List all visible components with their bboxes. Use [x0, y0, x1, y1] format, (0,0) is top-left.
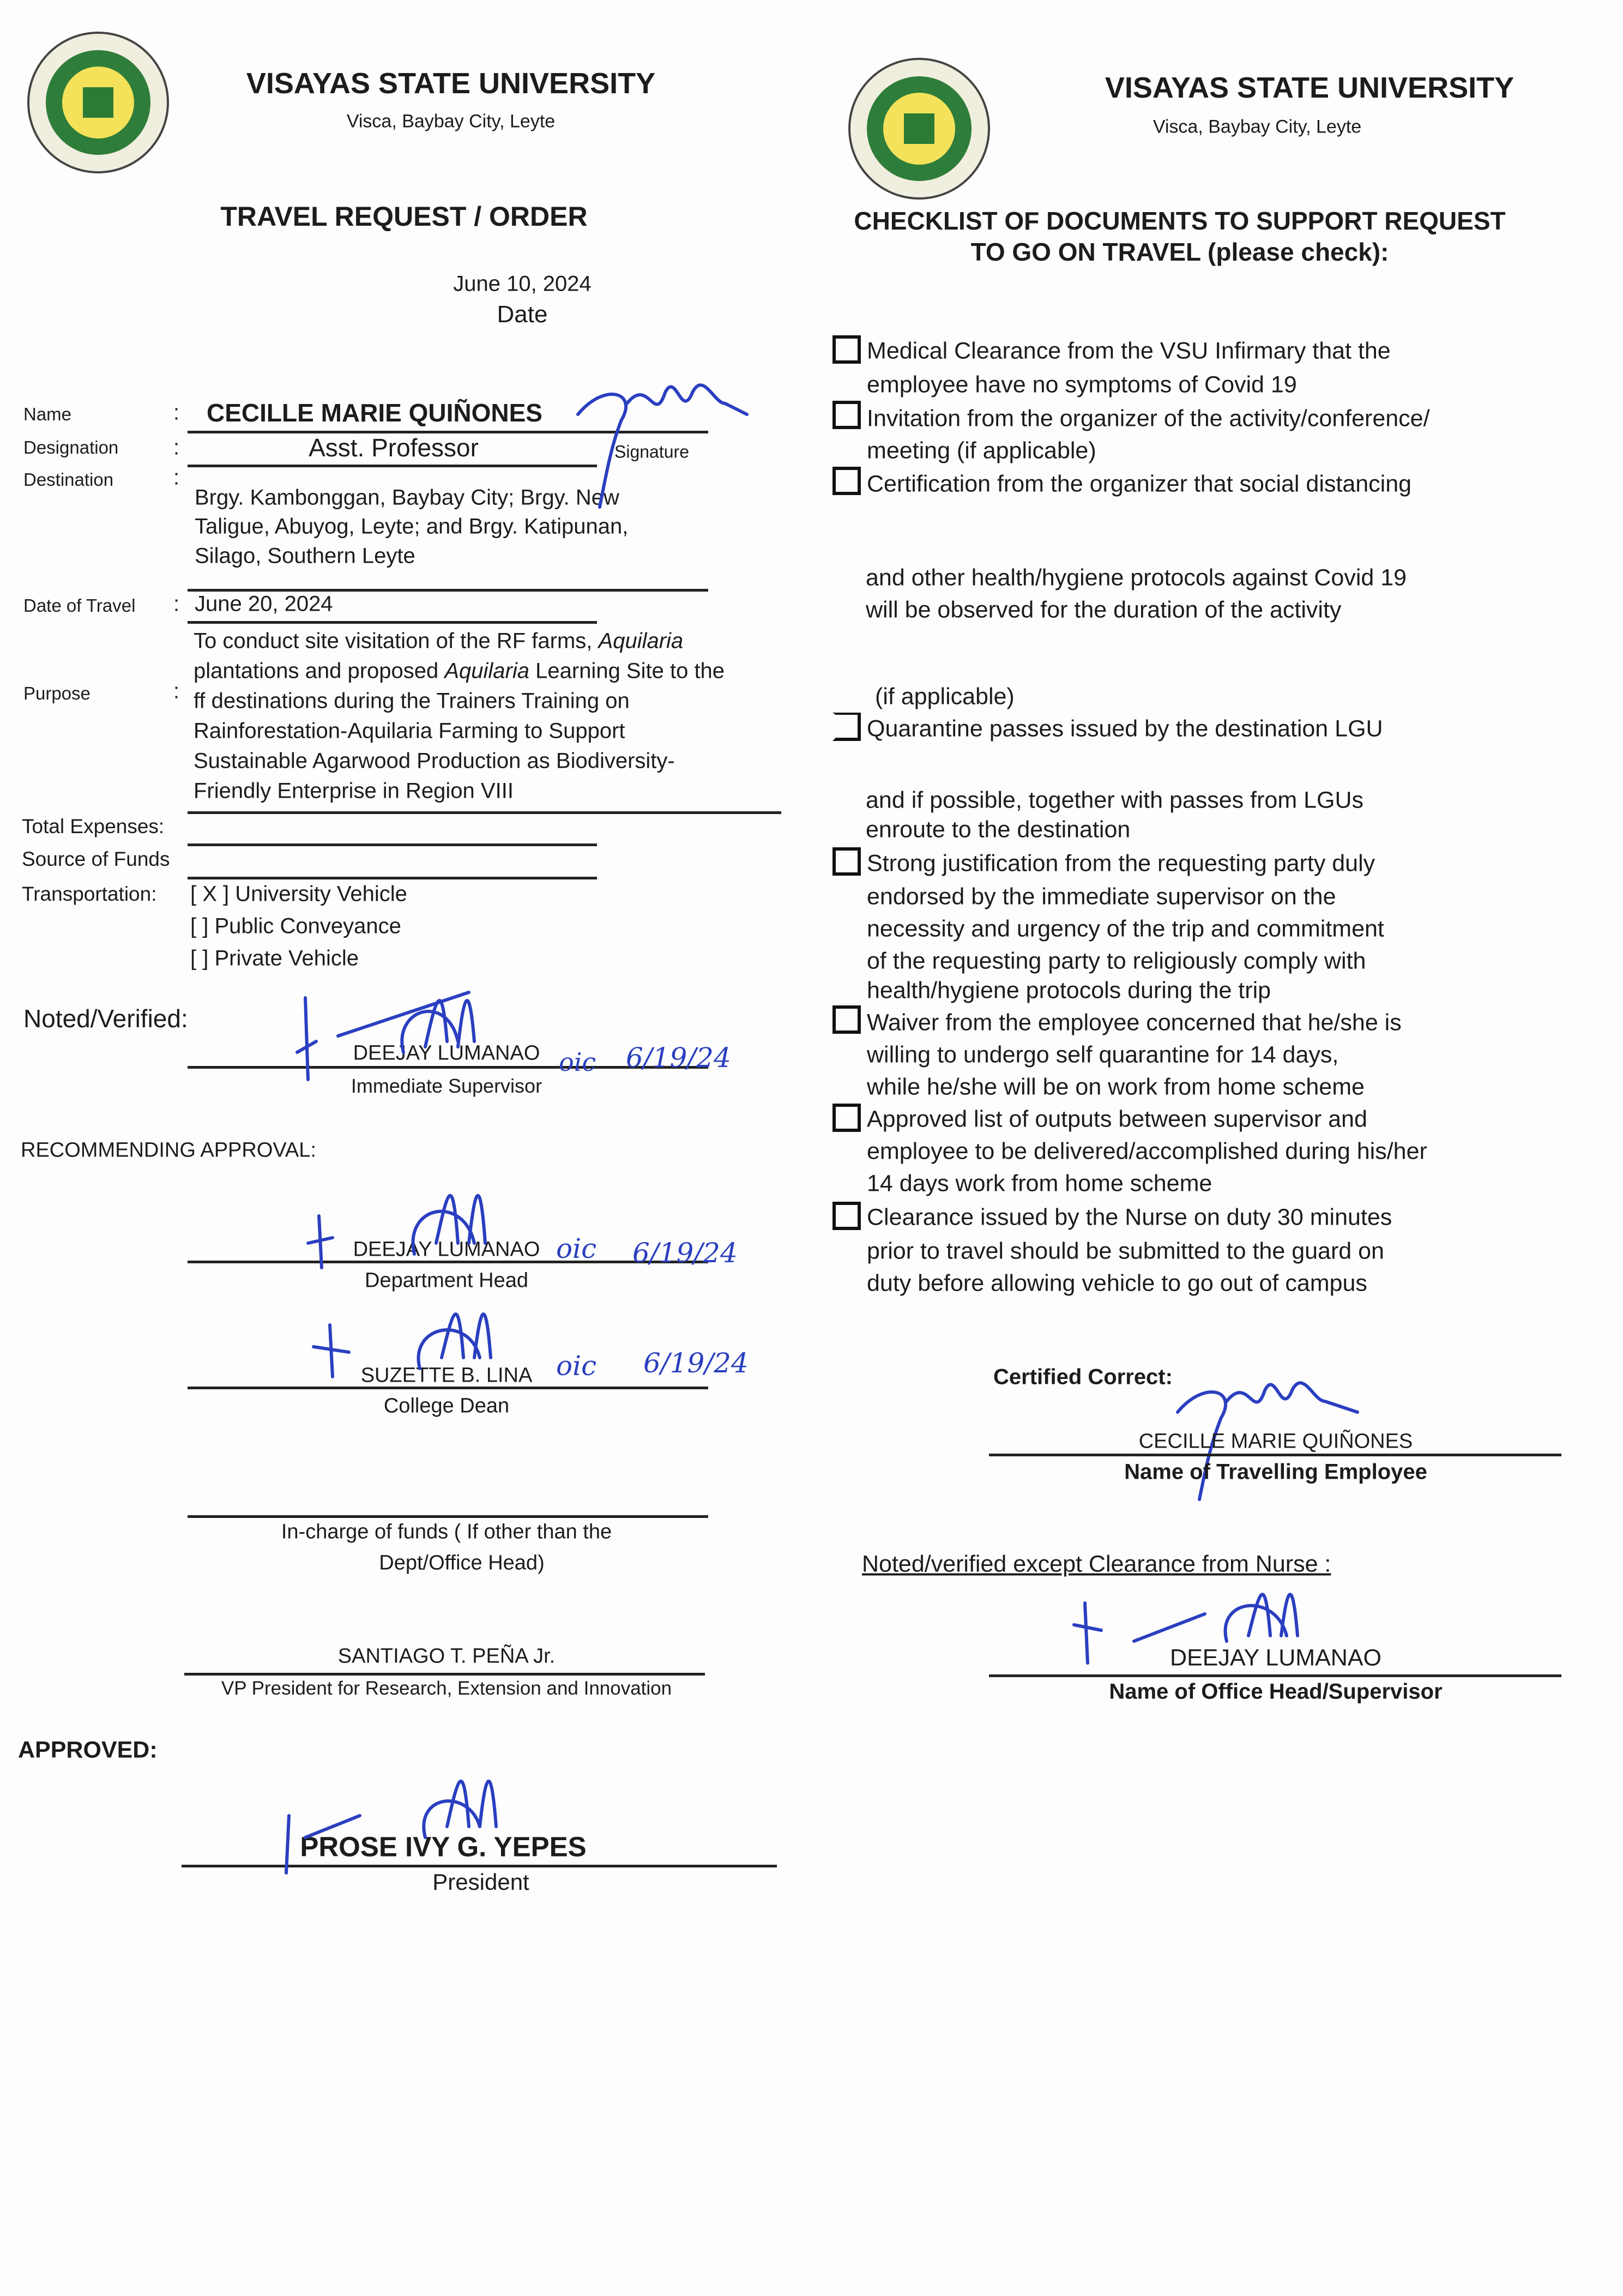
- checklist-continuation: enroute to the destination: [866, 816, 1131, 843]
- transport-option-private-vehicle[interactable]: [ ] Private Vehicle: [190, 946, 359, 971]
- request-date: June 10, 2024: [453, 272, 592, 296]
- purpose-text-segment: Friendly Enterprise in Region VIII: [194, 779, 514, 803]
- checklist-item-text: Clearance issued by the Nurse on duty 30 minutes: [867, 1204, 1392, 1231]
- immediate-supervisor-role: Immediate Supervisor: [351, 1075, 542, 1097]
- checklist-item-text: Approved list of outputs between supervisor and: [867, 1106, 1367, 1132]
- checklist-item-text: Certification from the organizer that social distancing: [867, 471, 1412, 497]
- checklist-item-text: while he/she will be on work from home scheme: [867, 1074, 1365, 1100]
- purpose-label: Purpose: [23, 683, 90, 703]
- checklist-item-text: 14 days work from home scheme: [867, 1170, 1212, 1197]
- transport-option-public-conveyance[interactable]: [ ] Public Conveyance: [190, 914, 401, 938]
- university-name: VISAYAS STATE UNIVERSITY: [1105, 71, 1515, 104]
- checklist-heading: CHECKLIST OF DOCUMENTS TO SUPPORT REQUEST: [854, 207, 1506, 235]
- purpose-text-segment: plantations and proposed: [194, 659, 445, 683]
- purpose-text-segment: Learning Site to the: [529, 659, 725, 683]
- purpose-line: [194, 779, 514, 804]
- college-dean-name: SUZETTE B. LINA: [360, 1364, 533, 1387]
- purpose-line: [194, 749, 675, 774]
- purpose-text-segment: Rainforestation-Aquilaria Farming to Support: [194, 719, 625, 743]
- colon: :: [173, 592, 180, 616]
- checklist-item-text: health/hygiene protocols during the trip: [867, 977, 1271, 1004]
- purpose-line: [194, 659, 725, 684]
- source-of-funds-label: Source of Funds: [22, 848, 170, 870]
- university-seal-logo: [848, 58, 990, 200]
- checklist-checkbox[interactable]: [832, 1104, 861, 1132]
- checklist-item-text: Invitation from the organizer of the activity/conference/: [867, 405, 1430, 432]
- recommending-approval-label: RECOMMENDING APPROVAL:: [21, 1138, 316, 1162]
- employee-role: Name of Travelling Employee: [1124, 1460, 1427, 1484]
- signature-line: [182, 1865, 777, 1867]
- handwritten-oic: oic: [559, 1047, 596, 1077]
- checklist-item-text: employee have no symptoms of Covid 19: [867, 371, 1297, 398]
- checklist-checkbox[interactable]: [832, 335, 861, 364]
- checklist-item-text: Waiver from the employee concerned that he/she is: [867, 1009, 1402, 1036]
- date-of-travel-value: June 20, 2024: [195, 592, 333, 616]
- signature-scribble: [294, 976, 545, 1085]
- destination-label: Destination: [23, 469, 114, 490]
- checklist-checkbox[interactable]: [832, 467, 861, 495]
- transportation-label: Transportation:: [22, 883, 157, 905]
- colon: :: [173, 679, 180, 703]
- purpose-italic-term: Aquilaria: [444, 659, 530, 683]
- handwritten-date: 6/19/24: [643, 1347, 749, 1379]
- checklist-item-text: of the requesting party to religiously comply with: [867, 948, 1366, 974]
- noted-except-nurse-label: Noted/verified except Clearance from Nurse :: [862, 1551, 1331, 1577]
- checklist-checkbox[interactable]: [832, 847, 861, 876]
- checklist-item-text: willing to undergo self quarantine for 14 days,: [867, 1041, 1339, 1068]
- signature-label: Signature: [614, 442, 689, 462]
- designation-value: Asst. Professor: [309, 433, 479, 462]
- approved-label: APPROVED:: [18, 1737, 158, 1763]
- college-dean-role: College Dean: [383, 1394, 510, 1418]
- checklist-checkbox[interactable]: [832, 1202, 861, 1230]
- supervisor-role: Name of Office Head/Supervisor: [1109, 1679, 1443, 1704]
- noted-verified-label: Noted/Verified:: [23, 1004, 188, 1033]
- checklist-continuation: and if possible, together with passes from LGUs: [866, 787, 1363, 813]
- destination-line: Taligue, Abuyog, Leyte; and Brgy. Katipunan,: [195, 514, 629, 539]
- checklist-item-text: necessity and urgency of the trip and commitment: [867, 915, 1384, 942]
- purpose-line: [194, 719, 625, 744]
- name-label: Name: [23, 404, 72, 424]
- checklist-item-text: endorsed by the immediate supervisor on the: [867, 883, 1336, 910]
- university-seal-logo: [27, 32, 169, 173]
- total-expenses-label: Total Expenses:: [22, 815, 165, 837]
- immediate-supervisor-name: DEEJAY LUMANAO: [353, 1041, 540, 1065]
- checklist-continuation: and other health/hygiene protocols against Covid 19: [866, 564, 1407, 591]
- destination-underline: [188, 589, 708, 592]
- university-address: Visca, Baybay City, Leyte: [346, 111, 556, 132]
- destination-line: Brgy. Kambonggan, Baybay City; Brgy. New: [195, 485, 619, 510]
- form-title: TRAVEL REQUEST / ORDER: [220, 201, 588, 232]
- date-label: Date: [497, 301, 548, 328]
- signature-line: [184, 1673, 705, 1676]
- checklist-checkbox[interactable]: [832, 1005, 861, 1034]
- checklist-item-text: Medical Clearance from the VSU Infirmary that the: [867, 338, 1391, 364]
- purpose-line: [194, 689, 630, 714]
- checklist-item-text: Quarantine passes issued by the destination LGU: [867, 715, 1383, 742]
- funds-incharge-role: Dept/Office Head): [379, 1551, 545, 1575]
- checklist-heading: TO GO ON TRAVEL (please check):: [970, 238, 1389, 266]
- checklist-item-text: meeting (if applicable): [867, 437, 1096, 464]
- colon: :: [173, 435, 180, 460]
- total-expenses-line: [188, 843, 597, 846]
- purpose-line: [194, 629, 683, 654]
- checklist-continuation: will be observed for the duration of the activity: [866, 596, 1342, 623]
- handwritten-date: 6/19/24: [626, 1042, 731, 1074]
- handwritten-oic: oic: [556, 1233, 597, 1264]
- department-head-name: DEEJAY LUMANAO: [353, 1238, 540, 1261]
- checklist-item-text: prior to travel should be submitted to the guard on: [867, 1238, 1384, 1264]
- purpose-italic-term: Aquilaria: [598, 629, 684, 653]
- signature-line: [989, 1674, 1561, 1677]
- university-address: Visca, Baybay City, Leyte: [1153, 116, 1362, 137]
- date-of-travel-line: [188, 621, 597, 624]
- supervisor-name: DEEJAY LUMANAO: [1170, 1644, 1381, 1671]
- checklist-checkbox[interactable]: [832, 713, 861, 741]
- certified-correct-label: Certified Correct:: [993, 1365, 1173, 1389]
- department-head-role: Department Head: [365, 1269, 528, 1292]
- checklist-item-text: Strong justification from the requesting party duly: [867, 850, 1375, 877]
- name-value: CECILLE MARIE QUIÑONES: [207, 399, 542, 427]
- handwritten-oic: oic: [556, 1350, 597, 1382]
- transport-option-university-vehicle[interactable]: [ X ] University Vehicle: [190, 882, 407, 906]
- president-name: PROSE IVY G. YEPES: [300, 1831, 587, 1863]
- signature-line: [188, 1515, 708, 1518]
- colon: :: [173, 465, 180, 490]
- funds-incharge-role: In-charge of funds ( If other than the: [281, 1520, 612, 1544]
- designation-line: [188, 465, 597, 467]
- university-name: VISAYAS STATE UNIVERSITY: [246, 67, 656, 100]
- vp-role: VP President for Research, Extension and Innovation: [221, 1678, 672, 1699]
- checklist-checkbox[interactable]: [832, 401, 861, 429]
- vp-name: SANTIAGO T. PEÑA Jr.: [337, 1644, 556, 1668]
- checklist-continuation: (if applicable): [875, 683, 1015, 710]
- colon: :: [173, 400, 180, 425]
- destination-line: Silago, Southern Leyte: [195, 544, 415, 568]
- purpose-text-segment: ff destinations during the Trainers Training on: [194, 689, 630, 713]
- purpose-text-segment: To conduct site visitation of the RF farms,: [194, 629, 599, 653]
- employee-name: CECILLE MARIE QUIÑONES: [1138, 1430, 1413, 1453]
- signature-line: [188, 1261, 708, 1263]
- president-role: President: [432, 1869, 529, 1895]
- signature-line: [989, 1454, 1561, 1456]
- handwritten-date: 6/19/24: [632, 1237, 738, 1269]
- purpose-text-segment: Sustainable Agarwood Production as Biodiversity-: [194, 749, 675, 773]
- checklist-item-text: duty before allowing vehicle to go out of campus: [867, 1270, 1367, 1297]
- date-of-travel-label: Date of Travel: [23, 595, 136, 616]
- purpose-underline: [188, 811, 781, 814]
- signature-line: [188, 1387, 708, 1389]
- checklist-item-text: employee to be delivered/accomplished during his/her: [867, 1138, 1427, 1165]
- designation-label: Designation: [23, 437, 119, 457]
- source-of-funds-line: [188, 877, 597, 879]
